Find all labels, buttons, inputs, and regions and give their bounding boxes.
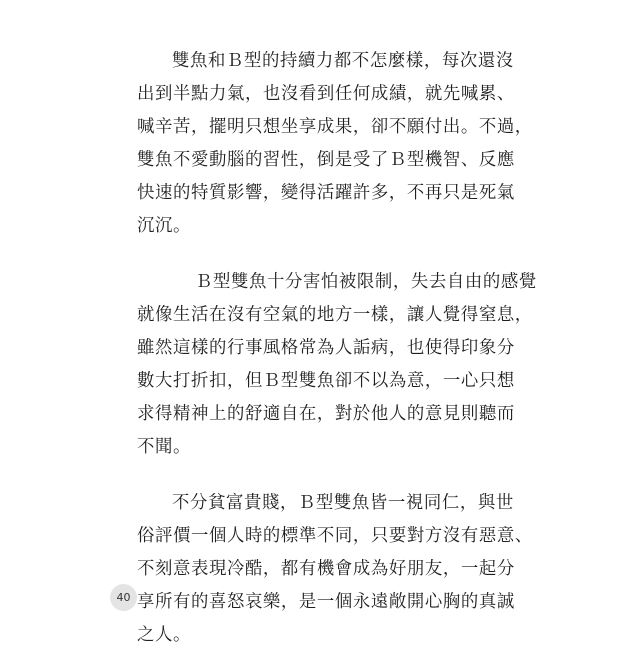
paragraph-2 (137, 266, 537, 464)
text-line: 不聞。 (137, 437, 191, 457)
text-line: 雙魚和Ｂ型的持續力都不怎麼樣，每次還沒 (172, 51, 514, 71)
text-line: 數大打折扣，但Ｂ型雙魚卻不以為意，一心只想 (137, 371, 515, 391)
text-line: 雙魚不愛動腦的習性，倒是受了Ｂ型機智、反應 (137, 150, 515, 170)
page-number-badge: 40 (110, 584, 137, 611)
text-line: 享所有的喜怒哀樂，是一個永遠敞開心胸的真誠 (137, 592, 515, 612)
paragraph-3 (137, 487, 533, 652)
text-line: 喊辛苦，擺明只想坐享成果，卻不願付出。不過， (137, 117, 533, 137)
text-line: 俗評價一個人時的標準不同，只要對方沒有惡意、 (137, 526, 533, 546)
text-line: 出到半點力氣，也沒看到任何成績，就先喊累、 (137, 84, 515, 104)
text-line: 雖然這樣的行事風格常為人詬病，也使得印象分 (137, 338, 515, 358)
text-line: 不分貧富貴賤，Ｂ型雙魚皆一視同仁，與世 (172, 493, 514, 513)
text-line: 沉沉。 (137, 216, 191, 236)
text-line: 之人。 (137, 625, 191, 645)
text-line: 就像生活在沒有空氣的地方一樣，讓人覺得窒息， (137, 305, 533, 325)
text-line: 求得精神上的舒適自在，對於他人的意見則聽而 (137, 404, 515, 424)
body-text (137, 45, 537, 652)
text-line: Ｂ型雙魚十分害怕被限制，失去自由的感覺 (195, 272, 537, 292)
paragraph-1 (137, 45, 533, 243)
text-line: 快速的特質影響，變得活躍許多，不再只是死氣 (137, 183, 515, 203)
text-line: 不刻意表現冷酷，都有機會成為好朋友，一起分 (137, 559, 515, 579)
